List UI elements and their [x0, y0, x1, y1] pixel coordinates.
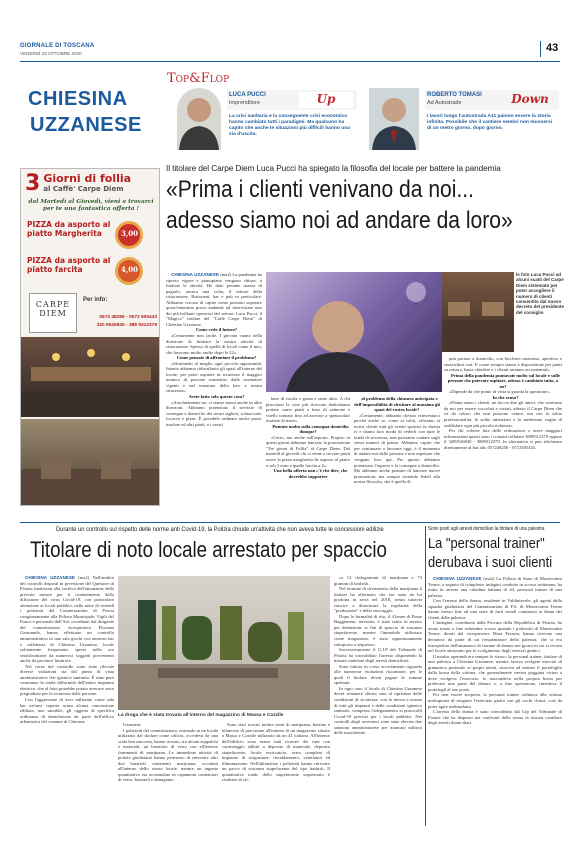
carpe-diem-ad — [20, 168, 160, 506]
article2-photo-caption: La droga che è stata trovata all'interno del magazzino di Massa e Cozzile — [118, 713, 284, 718]
flop-card — [365, 88, 560, 158]
article1-headline-1: «Prima i clienti venivano da noi... — [166, 176, 475, 203]
ad-offer2-box — [25, 255, 157, 289]
logo-word1: CARPE — [35, 300, 71, 309]
article3-p3: L'indagine, coordinata dalla Procura della Repubblica di Pistoia, ha avuto inizio a fine settembre scorso quando i poliziotti di Montecatini Terme, diretti dal vicequestore Mara Ferasin, hanno ricevuto una denuncia da parte di un frequentatore della palestra, che si era insospettito dell'ammanco di somme di denaro nei giorni in cui si recava nel locale attrezzato per lo svolgimento degli esercizi ginnici. — [428, 620, 562, 654]
article3-kicker: Sono posti agli arresti domiciliari la titolare di una palestra — [428, 526, 545, 532]
article3-p6: L'arresto della donna è stato convalidato dal Gip del Tribunale di Pistoia che ha disposto nei confronti della stessa la misura cautelare degli arresti domiciliari. — [428, 709, 562, 726]
article3-p2: Con l'arresto della donna, residente in Valdinievole, gli agenti della squadra giudiziaria del Commissariato di P.S. di Montecatini Terme hanno messo fine ad una serie di furti seriali commessi ai danni dei clienti della palestra. — [428, 598, 562, 620]
article1-q6: Prima della pandemia puntavate molto sul locale e sulle persone che potevate ospitare, adesso è cambiato tutto, o no? — [447, 372, 560, 389]
article1-q4: Puntate molto sulla consegna domicilio dunque? — [272, 423, 349, 435]
top-name: LUCA PUCCI — [229, 92, 266, 98]
article2-col3 — [222, 722, 330, 827]
luca-pucci-photo — [177, 88, 221, 150]
flop-verdict-badge: Down — [511, 92, 549, 106]
article2-col3-p1: Sono stati trovati inoltre semi di marijuana, bustine e bilancino di precisione all'interno di un magazzino situato a Massa e Cozzile utilizzato da un 41 italiano. All'interno dell'edificio sono erano stati ricavati dei vani con carrinseggio adibiti a deposito di materiale, deposito stupefacente, locale essiccatoio, serra completa di impianto di irrigazione, riscaldamento, ventilatori ed illuminazione. Nell'abitazione i poliziotti hanno ritrovato un pacco di sostanza stupefacente del tipo hashish. Il quantitativo totale dello stupefacente sequestrato è risultato di cir- — [222, 722, 330, 783]
article1-photo-caption: le foto Luca Pucci ad alcuni scatti del Carpe Diem sistemato per poter accogliere il numero di clienti consentito dal nuovo decreto del presidente del consiglio — [516, 272, 565, 315]
article2-dateline: CHIESINA UZZANESE — [25, 575, 75, 580]
article2-col4-p2: Nel termine di riferimento della marijuana il titolare ha affermato che era stata da lui prodotta in serra nel 2018, senza tuttavia riuscire a dimostrare la regolarità della "produzione" e della stoccaggio. — [334, 586, 422, 614]
article1-a6: «Dipende da che punto di vista si guarda la questione». — [449, 389, 551, 395]
top-flop-box — [167, 66, 560, 158]
ad-mobiles: 320 9526840 - 388 9312379 — [96, 323, 157, 328]
article2-col4-p6: In ogni caso il locale di Chiesina Uzzanese dovrà rimanere chiuso sino al ripristino delle condizioni di sicurezza, con la messa a norma di tutti gli impianti e delle condizioni igienico sanitarie, compreso l'adeguamento ai protocolli Covid-19 previsti per i locali pubblici. Nei controlli degli avventori sono state elevate due sanzioni amministrative per mancato utilizzo delle mascherine. — [334, 685, 422, 736]
top-label: Top — [167, 71, 190, 86]
article1-col2 — [266, 396, 350, 518]
top-text: La crisi sanitaria e la conseguente crisi economica hanno cambiato tutti i paradigmi. Ma qualcuno ha capito che anche le situazioni più difficili hanno una via d'uscita. — [229, 114, 350, 137]
article2-headline: Titolare di noto locale arrestato per spaccio — [30, 537, 387, 562]
article1-col2-p1: base di rucola e grana e tanto altro. A chi piacciono le cose più ricercate dedichiamo portate come piatti a base di salmone e vitello tonnato fino ad arrivare a spettacolari insalate di mare». — [266, 396, 350, 424]
ad-headline-text: Giorni di follia — [43, 172, 132, 185]
article2-dateline-suffix: (ma2) — [74, 575, 90, 580]
article1-q3: Avete fatto solo questo cosa? — [188, 394, 245, 400]
article1-p1: La pandemia ha ripreso vigore e pianopiano vengono chiuse, o limitate le attività. Ho dato pesante mazza di pagarlo, ancora una volta, il settore della ristorazione. Ristoranti, bar e pub in particolare. Abbiamo cercato di capire come possono superare quest'ennesima prova andando ad intervistare uno dei più brillanti operatori del settore: Luca Pucci, il "Magico" titolare del "Caffè Carpe Diem" di Chiesina Uzzanese. — [166, 272, 262, 327]
masthead — [20, 40, 560, 62]
flop-name: ROBERTO TOMASI — [427, 92, 482, 98]
ad-interior-photo-2 — [21, 419, 160, 506]
ad-offer1: PIZZA da asporto al piatto Margherita — [27, 220, 111, 238]
article1-col3 — [354, 396, 440, 518]
section-title-line1: CHIESINA — [28, 88, 128, 110]
article1-a3: «Assolutamente no, ci siamo mossi anche in altre direzioni. Abbiamo potenziato il servizio di consegna a domicilio dei nostri taglieri, schiacciate, focacce e pizze. È possibile ordinare anche pasta, insalate ed altri piatti, e i nostri — [166, 399, 262, 427]
article2-p1: Nell'ambito dei controlli disposti in previsione del Questore di Pistoia finalizzati alla verifica dell'attuazione delle previste misure per il contenimento della diffusione del virus Covid-19, con particolare attenzione ai locali pubblici, nella notte di venerdì i poliziotti del Commissariato di Pescia congiuntamente alla Polizia Municipale, Vigili del Fuoco e personale dell'Asl, coordinati dal dirigente del commissariato vicequestore Floriana Gesmundo, hanno effettuato un controllo amministrativo in una sala giochi con annesso bar e caffetteria di Chiesina Uzzanese, locale solitamente frequentato specie nelle ore serali/notturne da numerosi soggetti provenienti anche da province limitrofe. — [20, 575, 114, 664]
article1-q1: Come vede il futuro? — [195, 327, 238, 333]
article2-p2: Nel corso del controllo sono state rilevate diverse violazioni sia dal punto di vista amministrativo che igienico sanitario. È stato pure constatato la totale difformità dell'intero impianto elettrico, che al fatto potrebbe potuto arrecare serio pregiudizio per la sicurezza delle persone. — [20, 663, 114, 697]
ad-days: dal Martedì al Giovedì, vieni a trovarci per te una fantastica offerta ! — [28, 199, 154, 212]
article1-dateline-suffix: (ma2) — [218, 272, 232, 277]
article1-kicker: Il titolare del Carpe Diem Luca Pucci ha spiegato la filosofia del locale per battere la pandemia — [166, 163, 501, 173]
article2-col1 — [20, 575, 114, 827]
flop-label: Flop — [200, 71, 230, 86]
ad-price1: 3,00 — [121, 229, 139, 238]
article3-p5: Per non essere scoperta, la personal trainer ordinava alla vittima malcapitata di eseguire l'esercizio girato con gli occhi chiusi, così da poter agire indisturbata. — [428, 692, 562, 709]
ad-phones: 0572 48256 - 0572 505443 — [99, 315, 157, 320]
ad-info-label: Per info: — [83, 297, 108, 303]
article1-a1: «Certamente non facile. I giovani vanno nella direzione di limitare la nostra attività di ristorazione. Spesso di quella di locali come il mio, che lavorano molto anche dopo le 22». — [166, 333, 262, 355]
newspaper-name: GIORNALE DI TOSCANA — [20, 43, 95, 49]
article3-headline-1: La "personal trainer" — [428, 535, 545, 552]
article3-p1: La Polizia di Stato di Montecatini Terme, a seguito di complesse indagini condotte in scorso settimana, ha tratto in arresto una cittadina italiana di 44, personal trainer di una palestra. — [428, 576, 562, 598]
article1-col4-p1: pub portare a domicilio, con bicchieri monouso, aperitivo e stuzzichini vari. E come sempre siamo a disposizione per punti su misura, basta chiedere e i clienti saranno accontentati». — [444, 356, 562, 373]
article2-col4-p3: Dopo le formalità di rito, il 41enne di Ponte Buggianese, arrestato, è stato tratto in arresto per detenzione ai fini di spaccio di sostanza stupefacente, mentre l'immobile utilizzato come magazzino, è stato opportunamente sottoposto a sequestro. — [334, 613, 422, 647]
top-card — [167, 88, 359, 158]
article1-a2: «Sfruttando al meglio ogni piccola opportunità. Intanto abbiamo ridistribuito gli spazi all'interno del locale, per poter ospitare in sicurezza il maggior numero di persone consentito dalle normative vigenti e nel massimo della loro e nostra sicurezza». — [166, 360, 262, 394]
article1-col4 — [444, 356, 562, 518]
article3-col1 — [428, 576, 562, 828]
ad-headline-sub: al Caffè' Carpe Diem — [43, 185, 124, 193]
article1-q2: Come pensate di affrontare il problema? — [176, 355, 257, 361]
article1-col3-bold: al problema della chiusura anticipata e dell'impossibilità di sfruttare al massimo gli spazi del vostro locale? — [354, 396, 440, 413]
article2-col2-p1: Uzzanese. — [123, 722, 142, 727]
article1-q7: In che senso? — [492, 394, 519, 400]
article3-p4: Il modus operandi era sempre lo stesso: la personal trainer, titolare di una palestra a Chiesina Uzzanese, mentre faceva svolgere esercizi di ginnastica posturale ai propri utenti, riusciva ad entrare il portafoglio dalla borsa della vittima, che generalmente veniva poggiata vicino a dove svolgeva l'esercizio, lo nascondeva nella propria borsa per prelevare una parte del denaro e, a fine operazione, rimetteva il portafogli al suo posto. — [428, 653, 562, 692]
article1-col1 — [166, 272, 262, 518]
ad-headline — [25, 173, 157, 195]
drugs-seized-photo — [118, 576, 330, 710]
ad-interior-photo-1 — [21, 337, 160, 417]
section-title-line2: UZZANESE — [30, 114, 142, 136]
flop-text: I lavori lungo l'autostrada A11 paiono essere la storia infinita. Possibile che il cantiere sembri non muoversi di un metro giorno, dopo giorno. — [427, 114, 553, 131]
article1-a7: «Prima erano i clienti, mi faccia dire gli amici, che venivano da noi per essere coccolati e viziati, adesso il Carpe Diem che va da coloro che non possono venire, ma con la solita professionalità, le solite attenzioni e la medesima voglia di soddisfare ogni più piccola richiesta». — [444, 400, 562, 428]
article2-col4-p1: ca 13 chilogrammi di marijuana e 73 grammi di hashish. — [334, 575, 422, 586]
article1-col3-p1: «Certamente, abbiamo dovuto reinventarci perché anche se, come ai soliti, offriamo ai nostri clienti tutti gli eventi sportivi in diretta tv e diamo loro modo di vederli con tutte le tutela di sicurezza, non possiamo contare sugli stessi numeri di prima. Abbiamo capito che per continuare a lavorare oggi, è il momento di andare noi dalle persone e non aspettare che vengano loro qui. Per questo abbiamo potenziato l'asporto e la consegna a domicilio. Ma abbiamo anche pensato di lanciare nuove promozioni, ma sempre restando fedeli alla nostra filosofia, che è quella di — [354, 412, 440, 485]
top-role: Imprenditore — [229, 100, 260, 106]
luca-pucci-portrait — [266, 272, 442, 392]
article2-col4-p4: Successivamente il G.I.P del Tribunale di Pistoia ha convalidato l'arresto disponendo la misura cautelare degli arresti domiciliari. — [334, 647, 422, 664]
article1-a4: «Certo, ma anche sull'asporto. Proprio in questi giorni abbiamo lanciato la promozione "Tre giorni di Follia" al Carpe Diem. Dal martedì al giovedì chi ci viene a trovare potrà avere la pizza margherita da asporto al piatto a soli 3 euro e quella farcita a 4». — [266, 434, 350, 468]
carpe-diem-interior-photo — [442, 272, 514, 352]
article2-col4 — [334, 575, 422, 827]
page-number: 43 — [546, 42, 559, 54]
article3-headline-2: derubava i suoi clienti — [428, 554, 553, 571]
ad-offer2: PIZZA da asporto al piatto farcita — [27, 256, 111, 274]
article1-headline-2: adesso siamo noi ad andare da loro» — [166, 207, 513, 234]
top-verdict-badge: Up — [299, 92, 353, 108]
article2-col2-p2: I poliziotti del commissariato, entrando in un locale utilizzato dal titolare come ufficio, accedeva da una scala ben nascosta, hanno trovato, tra alcuni soppalchi e materiali, un barattolo di vetro con all'interno frammenti di marijuana. Le immediate attività di polizia giudiziaria hanno permesso di rinvenire altri due barattoli contenenti marijuana, occultati all'interno dello stesso locale, mentre un ingente quantitativo era accumulato in capannoni contenitori di vetro: barattoli e damigiane. — [118, 727, 218, 783]
article2-col4-p5: Sono tuttora in corso accertamenti riguardo alle numerose violazioni riscontrate, per le quali il titolare dovrà pagare le somme spettanti. — [334, 663, 422, 686]
article1-q5: Una bella offerta non c'è che dire, che dovrebbe supportre — [273, 468, 348, 479]
article2-p3: Con l'aggravante di aver utilizzato come sala bar un'area coperta senza alcuna concessione edilizia, non sanabile, gli oggetto di specifica ordinanza di demolizione da parte dell'ufficio urbanistica del comune di Chiesina — [20, 697, 114, 725]
section-title-box — [20, 76, 160, 156]
logo-word2: DIEM — [39, 309, 67, 318]
roberto-tomasi-photo — [369, 88, 419, 150]
ad-headline-num: 3 — [25, 171, 41, 196]
article1-contacts: Per chi volesse fare delle ordinazioni o avere maggiori informazioni questi sono i contatti cellulare 3889312379 oppure il 3209526840 - 3889312379. In alternativa si può telefonare direttamente al bar allo 057248256 - 0572505443. — [444, 428, 562, 450]
article2-col2 — [118, 722, 218, 827]
issue-date: VENERDÌ 23 OTTOBRE 2020 — [20, 51, 82, 56]
ad-offer1-box — [25, 219, 157, 253]
article3-dateline-suffix: (ma2) — [481, 576, 495, 581]
article3-dateline: CHIESINA UZZANESE — [433, 576, 482, 581]
amp-label: & — [189, 71, 201, 86]
flop-role: Ad Autostrade — [427, 100, 462, 106]
article2-kicker: Durante un controllo sul rispetto delle norme anti Covid-19, la Polizia chiude un'attività che non aveva tutte le concessioni edilizie — [56, 526, 384, 533]
article1-dateline: CHIESINA UZZANESE — [171, 272, 219, 277]
ad-price2: 4,00 — [121, 265, 139, 274]
